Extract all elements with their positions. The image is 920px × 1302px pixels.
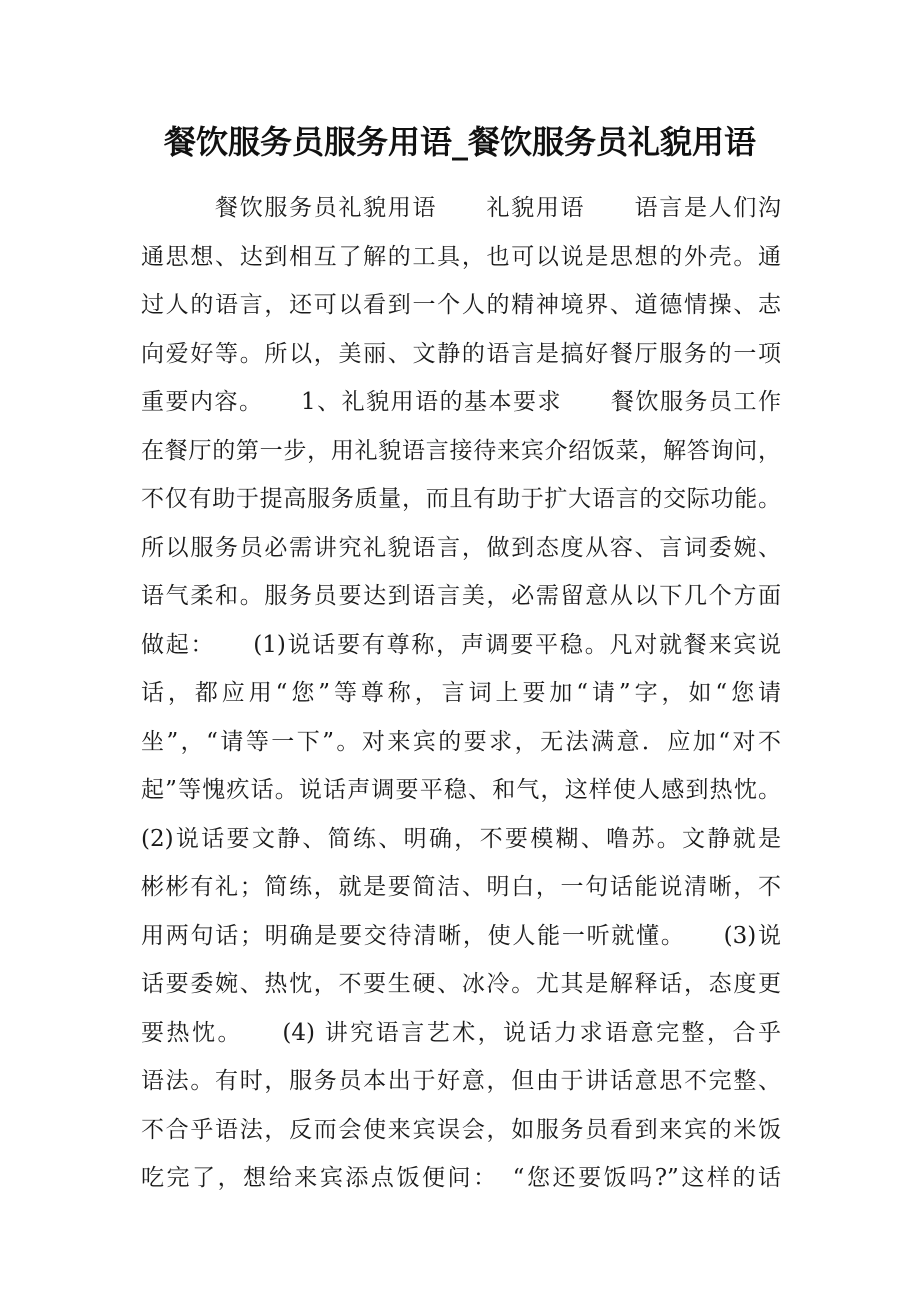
document-title: 餐饮服务员服务用语_餐饮服务员礼貌用语: [163, 123, 756, 161]
body-line: 在餐厅的第一步，用礼貌语言接待来宾介绍饭菜，解答询问，: [141, 437, 781, 464]
body-line: 语法。有时，服务员本出于好意，但由于讲话意思不完整、: [141, 1068, 781, 1094]
body-line: 话，都应用“您”等尊称，言词上要加“请”字，如“您请: [141, 680, 781, 706]
body-line: 餐饮服务员礼貌用语 礼貌用语 语言是人们沟: [141, 195, 781, 221]
body-line: 不仅有助于提高服务质量，而且有助于扩大语言的交际功能。: [141, 486, 781, 512]
body-line: 向爱好等。所以，美丽、文静的语言是搞好餐厅服务的一项: [141, 340, 781, 367]
body-line: 起”等愧疚话。说话声调要平稳、和气，这样使人感到热忱。: [141, 777, 781, 803]
body-line: (2)说话要文静、简练、明确，不要模糊、噜苏。文静就是: [141, 825, 781, 852]
document-body: [141, 184, 781, 1203]
body-line: 所以服务员必需讲究礼貌语言，做到态度从容、言词委婉、: [141, 534, 781, 561]
body-line: 话要委婉、热忱，不要生硬、冰冷。尤其是解释话，态度更: [141, 971, 781, 997]
body-line: 语气柔和。服务员要达到语言美，必需留意从以下几个方面: [141, 583, 781, 609]
body-line: 不合乎语法，反而会使来宾误会，如服务员看到来宾的米饭: [141, 1116, 781, 1143]
body-line: 用两句话；明确是要交待清晰，使人能一听就懂。 (3)说: [141, 922, 781, 949]
body-line: 吃完了，想给来宾添点饭便问： “您还要饭吗?”这样的话: [141, 1165, 781, 1191]
body-line: 重要内容。 1、礼貌用语的基本要求 餐饮服务员工作: [141, 389, 781, 415]
body-line: 做起： (1)说话要有尊称，声调要平稳。凡对就餐来宾说: [141, 631, 781, 658]
body-line: 通思想、达到相互了解的工具，也可以说是思想的外壳。通: [141, 243, 781, 270]
body-line: 坐”，“请等一下”。对来宾的要求，无法满意．应加“对不: [141, 728, 781, 755]
body-line: 彬彬有礼；简练，就是要简洁、明白，一句话能说清晰，不: [141, 874, 781, 900]
body-line: 要热忱。 (4) 讲究语言艺术，说话力求语意完整，合乎: [141, 1019, 781, 1046]
body-line: 过人的语言，还可以看到一个人的精神境界、道德情操、志: [141, 292, 781, 318]
